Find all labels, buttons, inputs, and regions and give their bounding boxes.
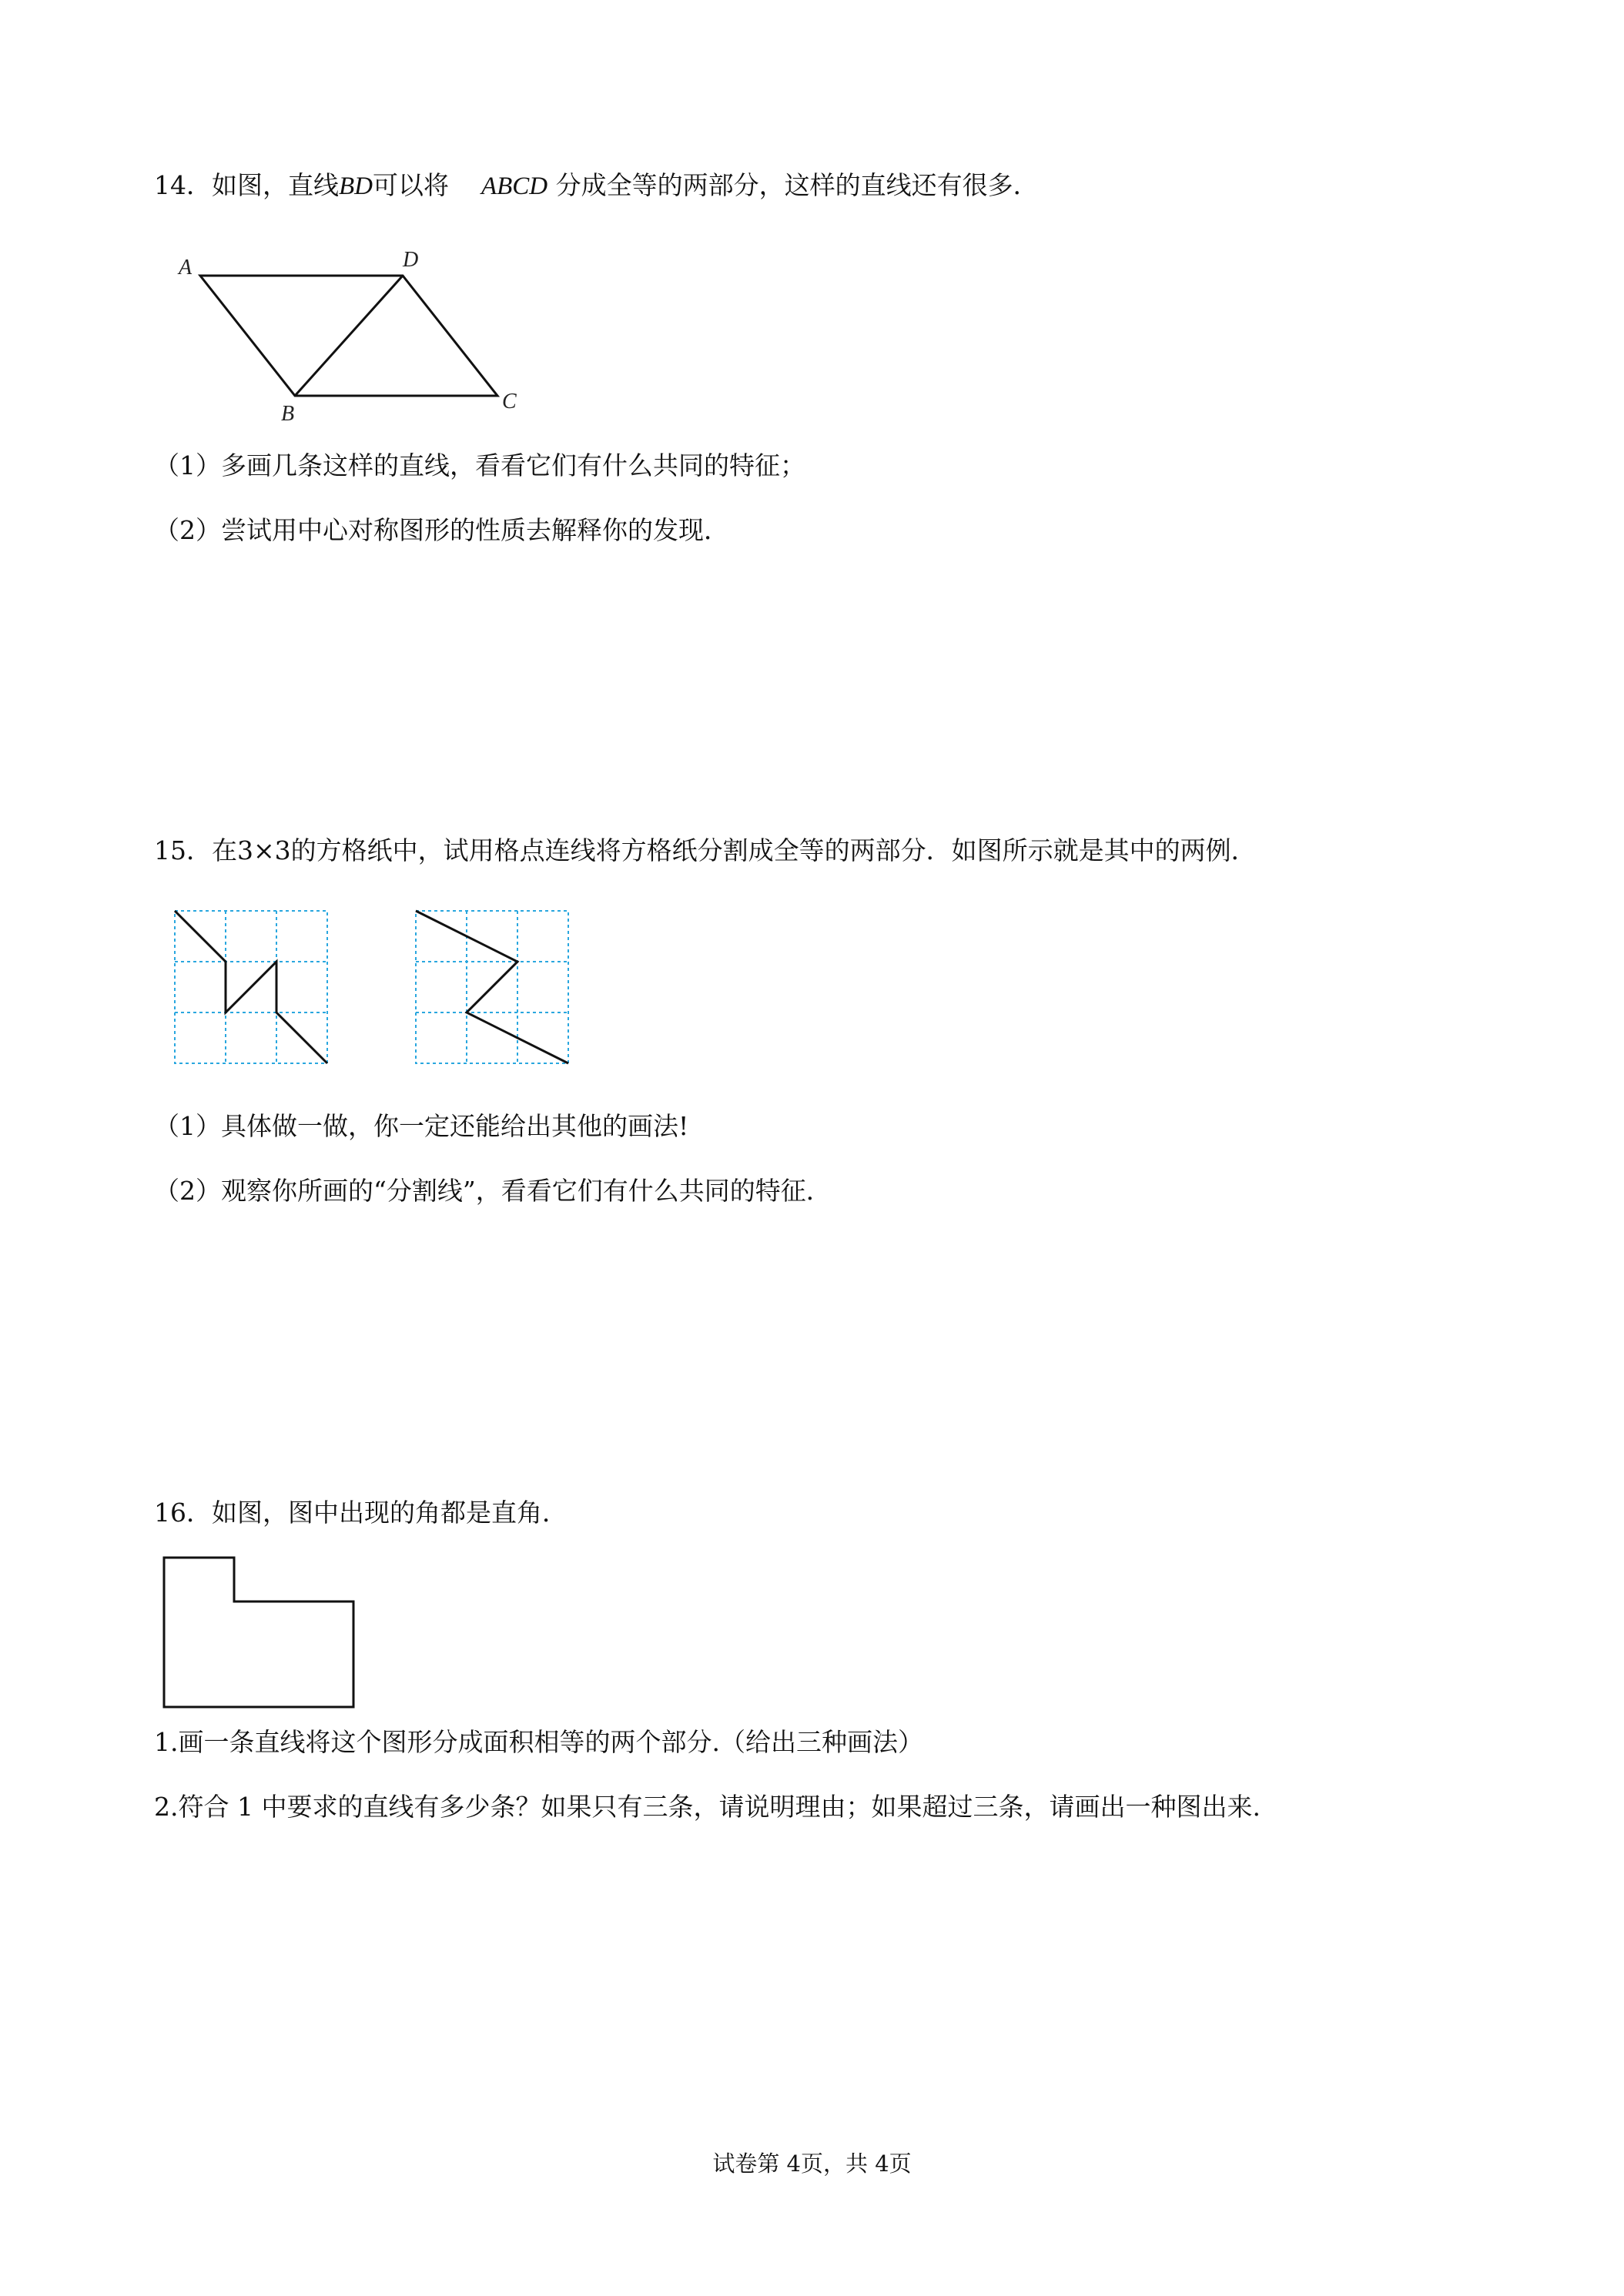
- q14-line-bd: BD: [339, 172, 373, 200]
- q14-diagonal-bd: [295, 276, 403, 396]
- q14-parallelogram-figure: [169, 246, 539, 423]
- q14-label-c: C: [502, 390, 517, 413]
- q15-stem: [154, 835, 1257, 865]
- q16-right-angle-figure: [158, 1551, 370, 1713]
- q15-split-line-1: [175, 911, 327, 1063]
- q14-stem: [154, 172, 1039, 199]
- q16-sub2: 2.符合 1 中要求的直线有多少条？如果只有三条，请说明理由；如果超过三条，请画出一种图出来.: [154, 1792, 1261, 1822]
- q14-sub1: （1）多画几条这样的直线，看看它们有什么共同的特征；: [154, 450, 805, 480]
- q14-text-a: 如图，直线: [212, 170, 339, 200]
- q15-sub1: （1）具体做一做，你一定还能给出其他的画法!: [154, 1111, 689, 1141]
- q14-label-a: A: [179, 256, 193, 279]
- q14-parallelogram-abcd: ABCD: [481, 172, 548, 200]
- q14-number: 14．: [154, 170, 212, 200]
- page-footer: 试卷第 4页，共 4页: [712, 2150, 912, 2177]
- q15-grid-size: 3×3: [237, 835, 291, 865]
- q15-text-b: 的方格纸中，试用格点连线将方格纸分割成全等的两部分．如图所示就是其中的两例．: [290, 835, 1257, 865]
- q14-text-b: 可以将: [373, 170, 449, 200]
- q14-sub2: （2）尝试用中心对称图形的性质去解释你的发现．: [154, 515, 729, 545]
- q15-text-a: 在: [212, 835, 237, 865]
- q16-figure-outline: [164, 1558, 353, 1707]
- q16-number: 16．: [154, 1498, 212, 1528]
- q15-split-line-2: [416, 911, 568, 1063]
- q15-number: 15．: [154, 835, 212, 865]
- q15-grid-example-2: [412, 907, 574, 1066]
- q16-stem: [154, 1498, 568, 1528]
- q14-label-b: B: [281, 402, 295, 423]
- q15-sub2: （2）观察你所画的“分割线”，看看它们有什么共同的特征．: [154, 1176, 832, 1206]
- q14-text-c: 分成全等的两部分，这样的直线还有很多．: [555, 170, 1039, 200]
- q16-sub1: 1.画一条直线将这个图形分成面积相等的两个部分.（给出三种画法）: [154, 1727, 923, 1757]
- q14-label-d: D: [403, 248, 419, 272]
- q16-text: 如图，图中出现的角都是直角．: [212, 1498, 568, 1528]
- q15-grid-example-1: [171, 907, 333, 1066]
